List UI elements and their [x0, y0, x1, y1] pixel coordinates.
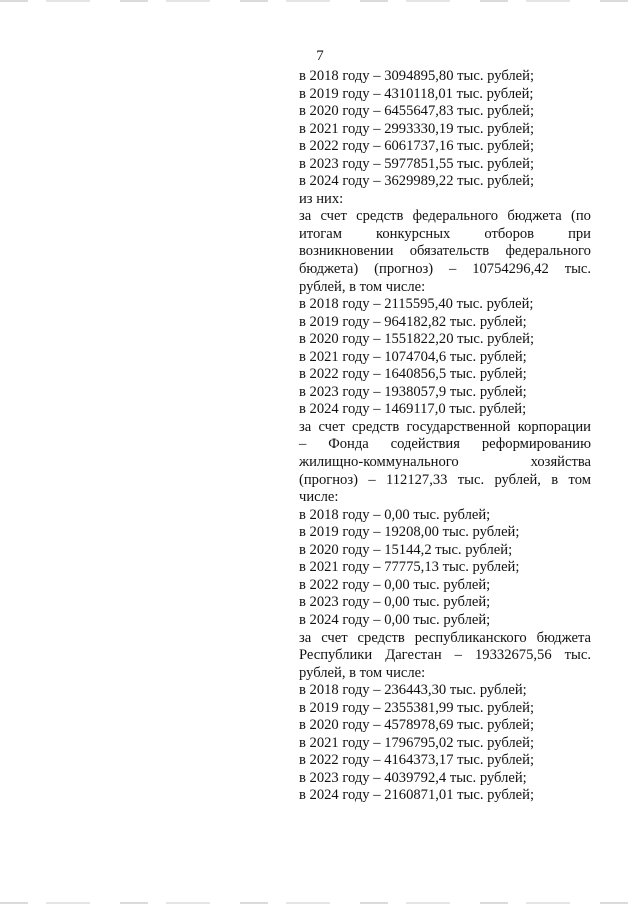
word: реформированию [481, 436, 591, 453]
word: тыс. [564, 261, 591, 278]
text-line: в 2023 году – 0,00 тыс. рублей; [299, 594, 491, 611]
word: при [568, 225, 591, 242]
text-line: в 2020 году – 4578978,69 тыс. рублей; [299, 717, 535, 734]
word: – [449, 261, 457, 278]
text-line: в 2021 году – 1074704,6 тыс. рублей; [299, 348, 527, 365]
page-number: 7 [316, 48, 324, 64]
word: за [299, 208, 312, 225]
text-line [299, 630, 591, 648]
word: государственной [406, 418, 511, 435]
word: обязательств [409, 243, 490, 260]
text-line: в 2022 году – 0,00 тыс. рублей; [299, 576, 491, 593]
text-line [299, 243, 591, 261]
word: – [454, 647, 462, 664]
word: (прогноз) [299, 471, 358, 488]
text-line: рублей, в том числе: [299, 278, 426, 295]
text-line: в 2024 году – 3629989,22 тыс. рублей; [299, 173, 535, 190]
text-line: в 2020 году – 15144,2 тыс. рублей; [299, 541, 513, 558]
text-line: в 2022 году – 4164373,17 тыс. рублей; [299, 752, 535, 769]
word: 112127,33 [385, 471, 448, 488]
word: (по [570, 208, 591, 225]
text-line: в 2019 году – 2355381,99 тыс. рублей; [299, 699, 535, 716]
scan-edge-top [0, 0, 640, 2]
text-line: в 2021 году – 2993330,19 тыс. рублей; [299, 120, 535, 137]
word: 19332675,56 [475, 647, 552, 664]
text-line [299, 419, 591, 437]
word: федерального [412, 208, 499, 225]
text-line: в 2022 году – 1640856,5 тыс. рублей; [299, 366, 527, 383]
scan-edge-bottom [0, 902, 640, 904]
word: рублей, [494, 471, 541, 488]
word: счет [321, 629, 348, 646]
text-line: в 2023 году – 1938057,9 тыс. рублей; [299, 383, 527, 400]
text-line [299, 454, 591, 472]
text-line [299, 226, 591, 244]
word: содействия [390, 436, 460, 453]
text-line: в 2018 году – 0,00 тыс. рублей; [299, 506, 491, 523]
text-line [299, 647, 591, 665]
word: тыс. [564, 647, 591, 664]
text-line: в 2018 году – 3094895,80 тыс. рублей; [299, 68, 535, 84]
word: бюджета [536, 629, 591, 646]
word: республиканского [414, 629, 527, 646]
text-line: из них: [299, 190, 344, 207]
word: федерального [505, 243, 591, 260]
text-line: в 2018 году – 236443,30 тыс. рублей; [299, 682, 527, 699]
word: средств [356, 208, 404, 225]
text-column [299, 68, 591, 805]
text-line: в 2024 году – 2160871,01 тыс. рублей; [299, 787, 535, 804]
text-line: в 2019 году – 19208,00 тыс. рублей; [299, 524, 520, 541]
word: бюджета [507, 208, 562, 225]
word: корпорации [517, 418, 591, 435]
word: Дагестан [385, 647, 442, 664]
word: – [368, 471, 376, 488]
word: средств [357, 629, 405, 646]
word: жилищно-коммунального [299, 454, 459, 471]
word: 10754296,42 [472, 261, 549, 278]
text-line: в 2021 году – 77775,13 тыс. рублей; [299, 559, 520, 576]
word: том [568, 471, 591, 488]
word: бюджета) [299, 261, 359, 278]
text-line: в 2020 году – 1551822,20 тыс. рублей; [299, 331, 535, 348]
text-line: рублей, в том числе: [299, 664, 426, 681]
text-line: в 2022 году – 6061737,16 тыс. рублей; [299, 138, 535, 155]
word: итогам [299, 225, 342, 242]
word: – [299, 436, 307, 453]
word: Фонда [328, 436, 369, 453]
word: за [299, 418, 312, 435]
text-line: в 2023 году – 5977851,55 тыс. рублей; [299, 155, 535, 172]
word: возникновении [299, 243, 394, 260]
word: (прогноз) [374, 261, 434, 278]
word: в [551, 471, 559, 488]
word: счет [318, 418, 345, 435]
word: за [299, 629, 312, 646]
text-line: числе: [299, 489, 339, 506]
text-line: в 2024 году – 0,00 тыс. рублей; [299, 611, 491, 628]
text-line [299, 208, 591, 226]
text-line: в 2023 году – 4039792,4 тыс. рублей; [299, 769, 527, 786]
text-line: в 2020 году – 6455647,83 тыс. рублей; [299, 103, 535, 120]
word: отборов [484, 225, 535, 242]
text-line [299, 472, 591, 490]
word: средств [352, 418, 400, 435]
text-line: в 2019 году – 964182,82 тыс. рублей; [299, 313, 527, 330]
text-line [299, 261, 591, 279]
text-line: в 2021 году – 1796795,02 тыс. рублей; [299, 734, 535, 751]
text-line: в 2018 году – 2115595,40 тыс. рублей; [299, 296, 534, 313]
word: тыс. [457, 471, 485, 488]
text-line: в 2024 году – 1469117,0 тыс. рублей; [299, 401, 527, 418]
text-line: в 2019 году – 4310118,01 тыс. рублей; [299, 85, 534, 102]
word: Республики [299, 647, 373, 664]
word: конкурсных [376, 225, 451, 242]
text-line [299, 436, 591, 454]
word: хозяйства [530, 454, 591, 471]
word: счет [320, 208, 347, 225]
